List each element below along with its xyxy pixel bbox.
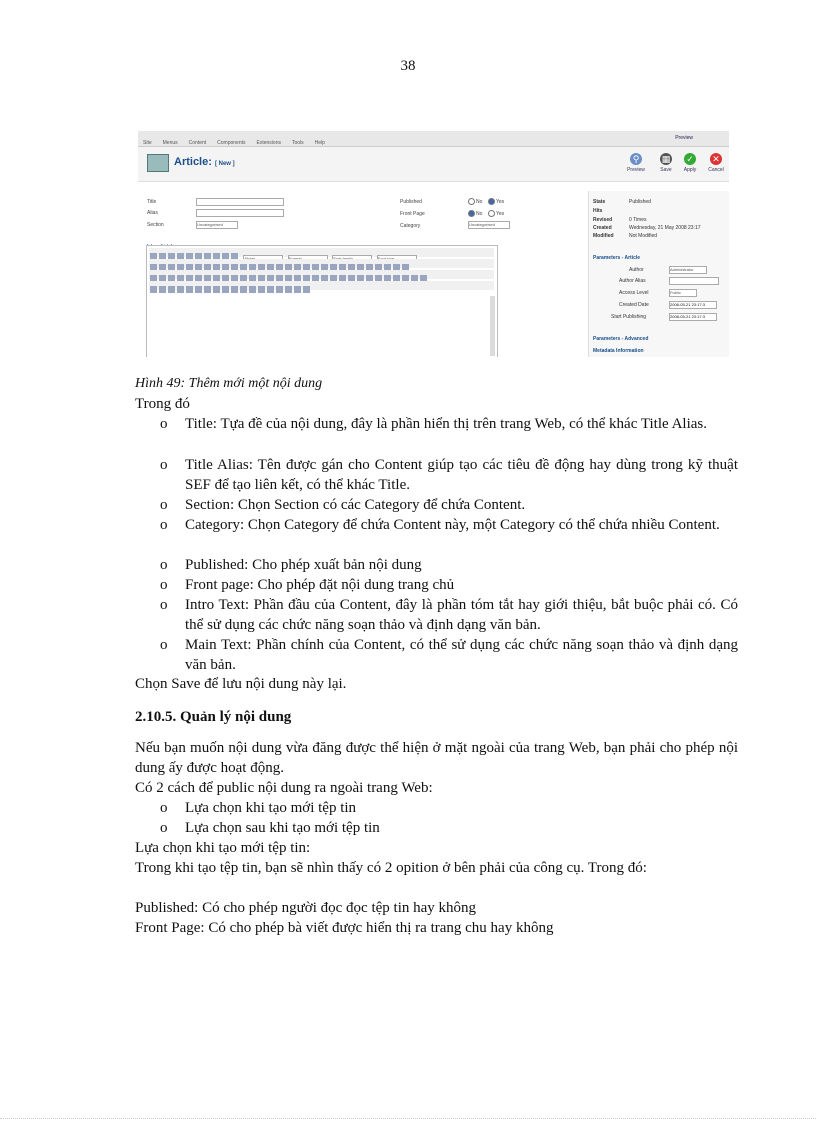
start-publishing-input[interactable]: 2008-05-21 23:17:3	[669, 313, 717, 321]
published-yes-radio[interactable]	[488, 198, 495, 205]
menu-item[interactable]: Content	[188, 140, 207, 146]
metadata-header[interactable]: Metadata Information	[593, 348, 644, 354]
apply-button[interactable]: ✓ Apply	[683, 154, 697, 173]
menu-item[interactable]: Components	[217, 140, 246, 146]
frontpage-label: Front Page	[400, 211, 425, 217]
menu-item[interactable]: Tools	[291, 140, 304, 146]
bullet: o	[160, 800, 168, 816]
params-advanced-header[interactable]: Parameters - Advanced	[593, 336, 649, 342]
alias-label: Alias	[147, 210, 158, 216]
editor-toolbar-row	[149, 281, 494, 290]
paragraph: Có 2 cách để public nội dung ra ngoài trang Web:	[135, 780, 433, 796]
list-item: Title: Tựa đề của nội dung, đây là phần hiển thị trên trang Web, có thể khác Title Alias.	[185, 416, 707, 432]
article-icon	[147, 154, 169, 172]
figure-screenshot: Site Menus Content Components Extensions Tools Help Preview Article: [ New ] ⚲ Preview ▦ Save ✓ Apply ✕ Cancel Title Alias Section Uncategorised Published No Yes Front Page No Yes Category Uncategorised State Published Hits Revised 0 Times Created Wednesday, 21 May 2008 23:17 Modified Not Modified Parameters - Article Author Administrator Author Alias Access Level Public Created Date 2008-05-21 23:17:3 Start Publishing 2008-05-21 23:17:3 Parameters - Advanced Metadata Information	[138, 131, 729, 357]
editor-toolbar-row	[149, 270, 494, 279]
title-input[interactable]	[196, 198, 284, 206]
cancel-icon: ✕	[710, 153, 722, 165]
cancel-button[interactable]: ✕ Cancel	[708, 154, 724, 173]
bullet: o	[160, 637, 168, 653]
rich-text-editor[interactable]	[146, 245, 498, 357]
alias-input[interactable]	[196, 209, 284, 217]
section-label: Section	[147, 222, 164, 228]
preview-button[interactable]: ⚲ Preview	[627, 154, 645, 173]
author-alias-input[interactable]	[669, 277, 719, 285]
list-item: Intro Text: Phần đầu của Content, đây là phần tóm tắt hay giới thiệu, bắt buộc phải có. Có thể sử dụng các chức năng soạn thảo và định dạng văn bản.	[185, 597, 738, 633]
intro-text: Trong đó	[135, 396, 190, 412]
published-no-radio[interactable]	[468, 198, 475, 205]
bullet: o	[160, 557, 168, 573]
list-item: Main Text: Phần chính của Content, có thể sử dụng các chức năng soạn thảo và định dạng văn bản.	[185, 637, 738, 673]
menu-item[interactable]: Help	[314, 140, 325, 146]
section-select[interactable]: Uncategorised	[196, 221, 238, 229]
paragraph: Front Page: Có cho phép bà viết được hiển thị ra trang chu hay không	[135, 920, 554, 936]
editor-toolbar-row	[149, 259, 494, 268]
save-icon: ▦	[661, 154, 671, 164]
info-panel: State Published Hits Revised 0 Times Created Wednesday, 21 May 2008 23:17 Modified Not Modified Parameters - Article Author Administrator Author Alias Access Level Public Created Date 2008-05-21 23:17:3 Start Publishing 2008-05-21 23:17:3 Parameters - Advanced Metadata Information	[588, 191, 729, 357]
access-select[interactable]: Public	[669, 289, 697, 297]
menu-item[interactable]: Menus	[162, 140, 178, 146]
list-item: Front page: Cho phép đặt nội dung trang chủ	[185, 577, 455, 593]
paragraph: Lựa chọn khi tạo mới tệp tin:	[135, 840, 311, 856]
editor-toolbar-row	[149, 248, 494, 257]
title-label: Title	[147, 199, 157, 205]
list-item: Title Alias: Tên được gán cho Content giúp tạo các tiêu đề động hay dùng trong kỹ thuật SEF để tạo liên kết, có thể khác Title.	[185, 457, 738, 493]
article-header	[138, 147, 729, 182]
list-item: Published: Cho phép xuất bản nội dung	[185, 557, 422, 573]
editor-scrollbar[interactable]	[490, 296, 495, 356]
menu-item[interactable]: Extensions	[256, 140, 281, 146]
save-note: Chọn Save để lưu nội dung này lại.	[135, 676, 347, 692]
list-item: Section: Chọn Section có các Category để chứa Content.	[185, 497, 526, 513]
section-heading: 2.10.5. Quản lý nội dung	[135, 709, 292, 725]
author-select[interactable]: Administrator	[669, 266, 707, 274]
list-item: Lựa chọn sau khi tạo mới tệp tin	[185, 820, 380, 836]
bullet: o	[160, 517, 168, 533]
paragraph: Nếu bạn muốn nội dung vừa đăng được thể hiện ở mặt ngoài của trang Web, bạn phải cho phép nội dung ấy được hoạt động.	[135, 740, 738, 776]
bullet: o	[160, 577, 168, 593]
list-item: Category: Chọn Category để chứa Content này, một Category có thể chứa nhiều Content.	[185, 517, 720, 533]
params-article-header[interactable]: Parameters - Article	[593, 255, 641, 261]
list-item: Lựa chọn khi tạo mới tệp tin	[185, 800, 357, 816]
bullet: o	[160, 416, 168, 432]
bullet: o	[160, 497, 168, 513]
frontpage-no-radio[interactable]	[468, 210, 475, 217]
admin-menubar	[138, 131, 729, 147]
save-button[interactable]: ▦ Save	[660, 154, 672, 173]
page-bottom-rule	[0, 1118, 816, 1119]
bullet: o	[160, 457, 168, 473]
paragraph: Published: Có cho phép người đọc đọc tệp tin hay không	[135, 900, 477, 916]
bullet: o	[160, 820, 168, 836]
page-number: 38	[400, 58, 416, 74]
category-select[interactable]: Uncategorised	[468, 221, 510, 229]
category-label: Category	[400, 223, 421, 229]
paragraph: Trong khi tạo tệp tin, bạn sẽ nhìn thấy có 2 opition ở bên phải của công cụ. Trong đó:	[135, 860, 647, 876]
preview-icon: ⚲	[630, 153, 642, 165]
created-date-input[interactable]: 2008-05-21 23:17:3	[669, 301, 717, 309]
preview-link[interactable]: Preview	[675, 135, 693, 141]
figure-caption: Hình 49: Thêm mới một nội dung	[135, 376, 323, 391]
published-label: Published	[400, 199, 422, 205]
article-title: Article: [ New ]	[174, 156, 235, 168]
bullet: o	[160, 597, 168, 613]
menu-item[interactable]: Site	[143, 140, 152, 146]
frontpage-yes-radio[interactable]	[488, 210, 495, 217]
check-icon: ✓	[684, 153, 696, 165]
